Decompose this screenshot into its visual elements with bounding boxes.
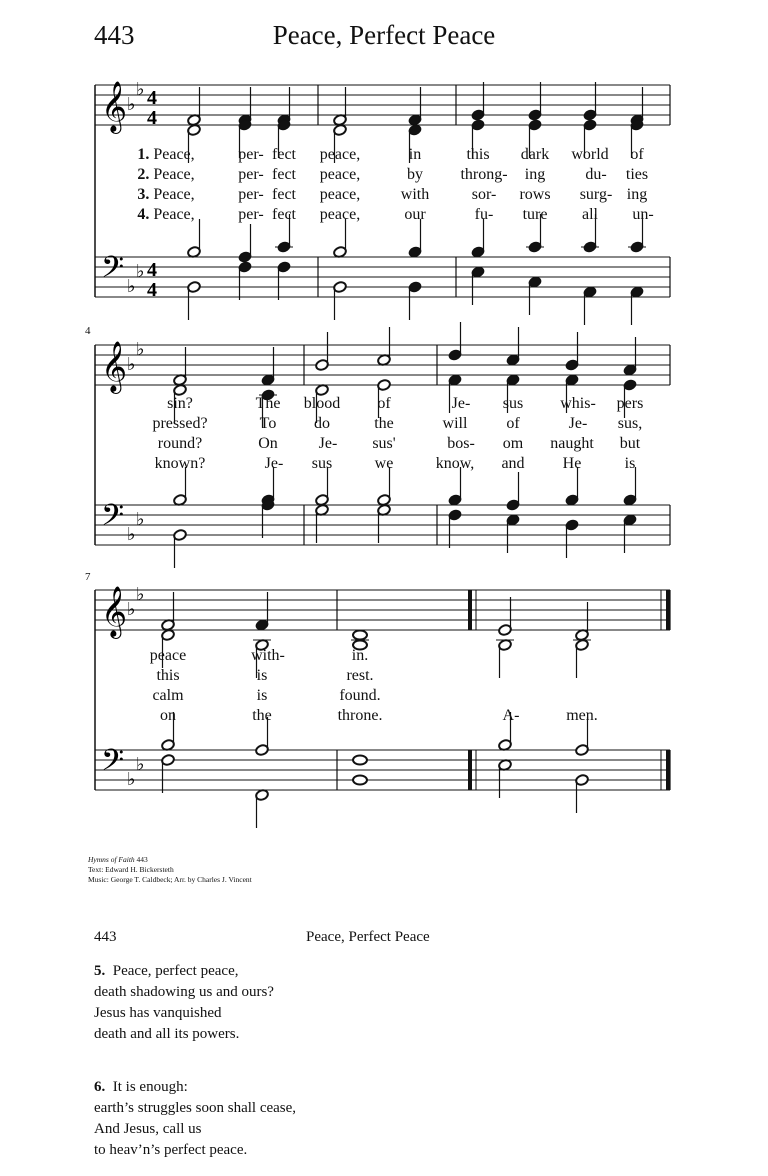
credits (88, 855, 252, 885)
lyric-syllable: To (259, 415, 277, 432)
lyric-syllable: with (400, 186, 430, 203)
verse-number: 5. (94, 963, 106, 979)
notehead (353, 631, 367, 640)
verse-line: to heav’n’s perfect peace. (94, 1142, 248, 1158)
lyric-syllable: all (582, 206, 598, 223)
treble-clef-icon: 𝄞 (101, 81, 128, 132)
lyric-syllable: fect (272, 146, 296, 163)
lyric-syllable: of (506, 415, 520, 432)
lyric-syllable: is (624, 455, 636, 472)
lyric-syllable: per- (238, 206, 264, 223)
verse-number: 6. (94, 1079, 106, 1095)
lyric-syllable: ties (625, 166, 649, 183)
flat-icon: ♭ (136, 339, 145, 360)
music-credit: Music: George T. Caldbeck; Arr. by Charles J. Vincent (88, 875, 252, 884)
lyric-syllable: by (407, 166, 423, 183)
verse-6 (94, 1077, 296, 1161)
lyric-syllable: men. (566, 707, 598, 724)
lyric-syllable: un- (632, 206, 654, 223)
source-number: 443 (136, 855, 148, 864)
repeat-barline-thick (468, 590, 472, 630)
lyric-syllable: blood (303, 395, 341, 412)
lyric-syllable: Je- (264, 455, 284, 472)
bass-clef-icon: 𝄢 (101, 251, 125, 292)
lyric-syllable: surg- (579, 186, 613, 203)
final-barline-thick (666, 590, 670, 630)
lyric-syllable: per- (238, 166, 264, 183)
lyric-syllable: this (156, 667, 180, 684)
lyric-syllable: sus (502, 395, 524, 412)
bass-clef-icon: 𝄢 (101, 744, 125, 785)
verse-line: death and all its powers. (94, 1026, 240, 1042)
flat-icon: ♭ (136, 509, 145, 530)
lyric-syllable: ing (524, 166, 546, 183)
repeat-barline-thick (468, 750, 472, 790)
flat-icon: ♭ (136, 261, 145, 282)
page2-hymn-number: 443 (94, 929, 117, 945)
lyric-syllable: will (442, 415, 468, 432)
lyric-syllable: peace (149, 647, 187, 664)
lyric-syllable: do (314, 415, 330, 432)
lyric-syllable: A- (502, 707, 520, 724)
lyric-syllable: pressed? (152, 415, 208, 432)
flat-icon: ♭ (127, 524, 136, 545)
lyric-syllable: fect (272, 186, 296, 203)
lyric-syllable: found. (339, 687, 381, 704)
lyric-syllable: peace, (319, 186, 361, 203)
time-signature: 4 (147, 107, 157, 129)
lyric-syllable: and (501, 455, 525, 472)
flat-icon: ♭ (136, 79, 145, 100)
hymn-number: 443 (94, 20, 135, 50)
lyric-syllable: per- (238, 146, 264, 163)
flat-icon: ♭ (136, 584, 145, 605)
lyric-syllable: ture (522, 206, 548, 223)
lyric-syllable: whis- (560, 395, 596, 412)
lyric-syllable: peace, (319, 146, 361, 163)
lyric-syllable: world (571, 146, 609, 163)
lyric-syllable: is (256, 667, 268, 684)
verse-line: death shadowing us and ours? (94, 984, 274, 1000)
lyric-syllable: throne. (337, 707, 383, 724)
lyric-syllable: fu- (474, 206, 494, 223)
lyric-syllable: we (374, 455, 394, 472)
lyric-syllable: sor- (471, 186, 497, 203)
lyric-syllable: pers (616, 395, 644, 412)
lyric-syllable: in (408, 146, 422, 163)
lyric-syllable: He (562, 455, 582, 472)
lyric-syllable: om (502, 435, 524, 452)
lyric-syllable: The (255, 395, 281, 412)
lyric-syllable: Je- (451, 395, 471, 412)
lyric-syllable: sus' (372, 435, 396, 452)
lyric-syllable: the (252, 707, 272, 724)
notehead (353, 776, 367, 785)
lyric-syllable: 1. Peace, (137, 146, 195, 163)
treble-clef-icon: 𝄞 (101, 341, 128, 392)
time-signature: 4 (147, 87, 157, 109)
lyric-syllable: throng- (460, 166, 508, 183)
verse-line: earth’s struggles soon shall cease, (94, 1100, 297, 1116)
notehead (353, 756, 367, 765)
lyric-syllable: in. (351, 647, 369, 664)
lyric-syllable: naught (550, 435, 594, 452)
source-title: Hymns of Faith (88, 855, 135, 864)
lyric-syllable: fect (272, 166, 296, 183)
flat-icon: ♭ (136, 754, 145, 775)
lyric-syllable: 3. Peace, (137, 186, 195, 203)
lyric-syllable: known? (154, 455, 206, 472)
lyric-syllable: this (466, 146, 490, 163)
hymn-title: Peace, Perfect Peace (272, 20, 496, 50)
lyric-syllable: 2. Peace, (137, 166, 195, 183)
lyric-syllable: but (619, 435, 641, 452)
lyric-syllable: on (160, 707, 176, 724)
flat-icon: ♭ (127, 354, 136, 375)
lyric-syllable: peace, (319, 166, 361, 183)
verse-line: And Jesus, call us (94, 1121, 202, 1137)
flat-icon: ♭ (127, 94, 136, 115)
verse-5 (94, 961, 274, 1045)
text-credit: Text: Edward H. Bickersteth (88, 865, 174, 874)
lyric-syllable: of (377, 395, 391, 412)
bass-clef-icon: 𝄢 (101, 499, 125, 540)
measure-number: 7 (85, 571, 91, 583)
treble-clef-icon: 𝄞 (101, 586, 128, 637)
time-signature: 4 (147, 279, 157, 301)
lyric-syllable: sus, (617, 415, 643, 432)
lyric-syllable: ing (626, 186, 648, 203)
lyric-syllable: du- (585, 166, 607, 183)
lyric-syllable: fect (272, 206, 296, 223)
lyric-syllable: dark (520, 146, 550, 163)
lyric-syllable: calm (152, 687, 184, 704)
final-barline-thick (666, 750, 670, 790)
lyric-syllable: sus (311, 455, 333, 472)
lyric-syllable: per- (238, 186, 264, 203)
lyric-syllable: rest. (346, 667, 374, 684)
lyric-syllable: Je- (568, 415, 588, 432)
lyric-syllable: know, (435, 455, 475, 472)
measure-number: 4 (85, 325, 91, 337)
lyric-syllable: sin? (167, 395, 193, 412)
lyric-syllable: peace, (319, 206, 361, 223)
verse-line: Peace, perfect peace, (112, 963, 239, 979)
flat-icon: ♭ (127, 599, 136, 620)
lyric-syllable: with- (251, 647, 285, 664)
flat-icon: ♭ (127, 276, 136, 297)
lyric-syllable: Je- (318, 435, 338, 452)
time-signature: 4 (147, 259, 157, 281)
lyric-syllable: of (630, 146, 644, 163)
lyric-syllable: On (258, 435, 278, 452)
lyric-syllable: is (256, 687, 268, 704)
verse-line: Jesus has vanquished (94, 1005, 222, 1021)
lyric-syllable: round? (157, 435, 203, 452)
verse-line: It is enough: (112, 1079, 188, 1095)
flat-icon: ♭ (127, 769, 136, 790)
lyric-syllable: rows (519, 186, 551, 203)
lyric-syllable: the (374, 415, 394, 432)
lyric-syllable: 4. Peace, (137, 206, 195, 223)
page2-hymn-title: Peace, Perfect Peace (306, 929, 430, 945)
lyric-syllable: bos- (447, 435, 475, 452)
lyric-syllable: our (404, 206, 426, 223)
